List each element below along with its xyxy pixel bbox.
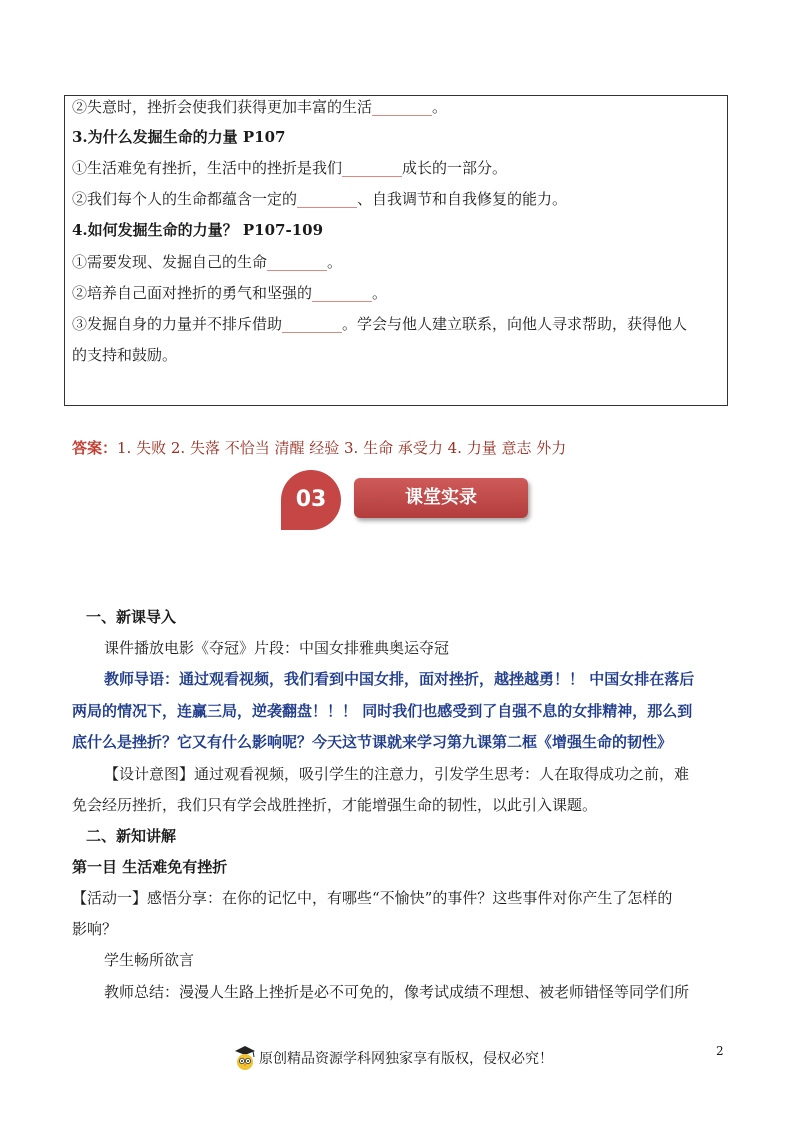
heading-new-knowledge: 二、新知讲解: [86, 827, 177, 845]
section-number-badge: 03: [281, 470, 341, 530]
box-heading-3: 3.为什么发掘生命的力量 P107: [72, 128, 286, 146]
activity-line-2: 影响？: [72, 920, 118, 938]
teacher-intro-line-1: 教师导语：通过观看视频，我们看到中国女排，面对挫折，越挫越勇！！ 中国女排在落后: [104, 670, 695, 688]
box-heading-4: 4.如何发掘生命的力量？ P107-109: [72, 221, 324, 239]
box-line-4: ①需要发现、发掘自己的生命________。: [72, 253, 343, 271]
footer-text: 原创精品资源学科网独家享有版权，侵权必究！: [259, 1051, 553, 1067]
paragraph-students: 学生畅所欲言: [104, 951, 195, 969]
box-line-5: ②培养自己面对挫折的勇气和坚强的________。: [72, 284, 388, 302]
subheading-first: 第一目 生活难免有挫折: [72, 858, 228, 876]
box-line-7: 的支持和鼓励。: [72, 346, 178, 364]
teacher-intro-line-2: 两局的情况下，连赢三局，逆袭翻盘！！！ 同时我们也感受到了自强不息的女排精神，那么到: [72, 702, 693, 720]
page-number: 2: [716, 1044, 724, 1058]
design-intent-line-2: 免会经历挫折，我们只有学会战胜挫折，才能增强生命的韧性，以此引入课题。: [72, 796, 598, 814]
footer-copyright: [233, 1043, 553, 1073]
paragraph-video: 课件播放电影《夺冠》片段：中国女排雅典奥运夺冠: [104, 639, 450, 657]
owl-graduate-icon: [233, 1045, 257, 1071]
box-line-1: ②失意时，挫折会使我们获得更加丰富的生活________。: [72, 98, 448, 116]
box-line-3: ②我们每个人的生命都蕴含一定的________、自我调节和自我修复的能力。: [72, 190, 568, 208]
design-intent-line-1: 【设计意图】通过观看视频，吸引学生的注意力，引发学生思考：人在取得成功之前，难: [104, 765, 690, 783]
activity-line-1: 【活动一】感悟分享：在你的记忆中，有哪些“不愉快”的事件？这些事件对你产生了怎样的: [72, 889, 673, 907]
teacher-intro-line-3: 底什么是挫折？它又有什么影响呢？今天这节课就来学习第九课第二框《增强生命的韧性》: [72, 733, 673, 751]
box-line-2: ①生活难免有挫折，生活中的挫折是我们________成长的一部分。: [72, 159, 508, 177]
paragraph-teacher-summary: 教师总结：漫漫人生路上挫折是必不可免的，像考试成绩不理想、被老师错怪等同学们所: [104, 983, 690, 1001]
answer-line: 答案：1. 失败 2. 失落 不恰当 清醒 经验 3. 生命 承受力 4. 力量 意志 外力: [72, 439, 567, 457]
section-title-banner: 课堂实录: [354, 478, 528, 518]
box-line-6: ③发掘自身的力量并不排斥借助________。学会与他人建立联系，向他人寻求帮助，获得他人: [72, 315, 688, 333]
heading-intro: 一、新课导入: [86, 608, 177, 626]
